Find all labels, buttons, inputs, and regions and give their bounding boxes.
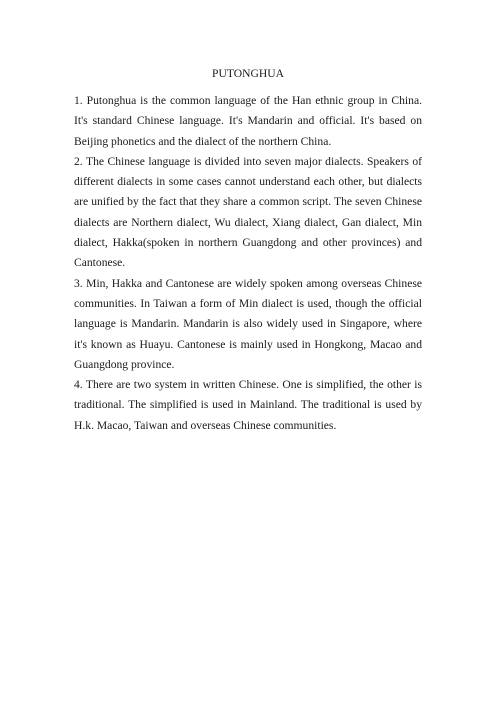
paragraph-1: 1. Putonghua is the common language of the Han ethnic group in China. It's standard Chinese language. It's Mandarin and official. It's based on Beijing phonetics and the dialect of the northern China.: [74, 94, 422, 148]
document-body: [74, 91, 422, 436]
paragraph-4: 4. There are two system in written Chinese. One is simplified, the other is traditional. The simplified is used in Mainland. The traditional is used by H.k. Macao, Taiwan and overseas Chinese communities.: [74, 378, 422, 432]
paragraph-2: 2. The Chinese language is divided into seven major dialects. Speakers of different dialects in some cases cannot understand each other, but dialects are unified by the fact that they share a common script. The seven Chinese dialects are Northern dialect, Wu dialect, Xiang dialect, Gan dialect, Min dialect, Hakka(spoken in northern Guangdong and other provinces) and Cantonese.: [74, 154, 422, 270]
document-title: PUTONGHUA: [212, 67, 284, 80]
paragraph-3: 3. Min, Hakka and Cantonese are widely spoken among overseas Chinese communities. In Taiwan a form of Min dialect is used, though the official language is Mandarin. Mandarin is also widely used in Singapore, where it's known as Huayu. Cantonese is mainly used in Hongkong, Macao and Guangdong province.: [74, 276, 422, 371]
